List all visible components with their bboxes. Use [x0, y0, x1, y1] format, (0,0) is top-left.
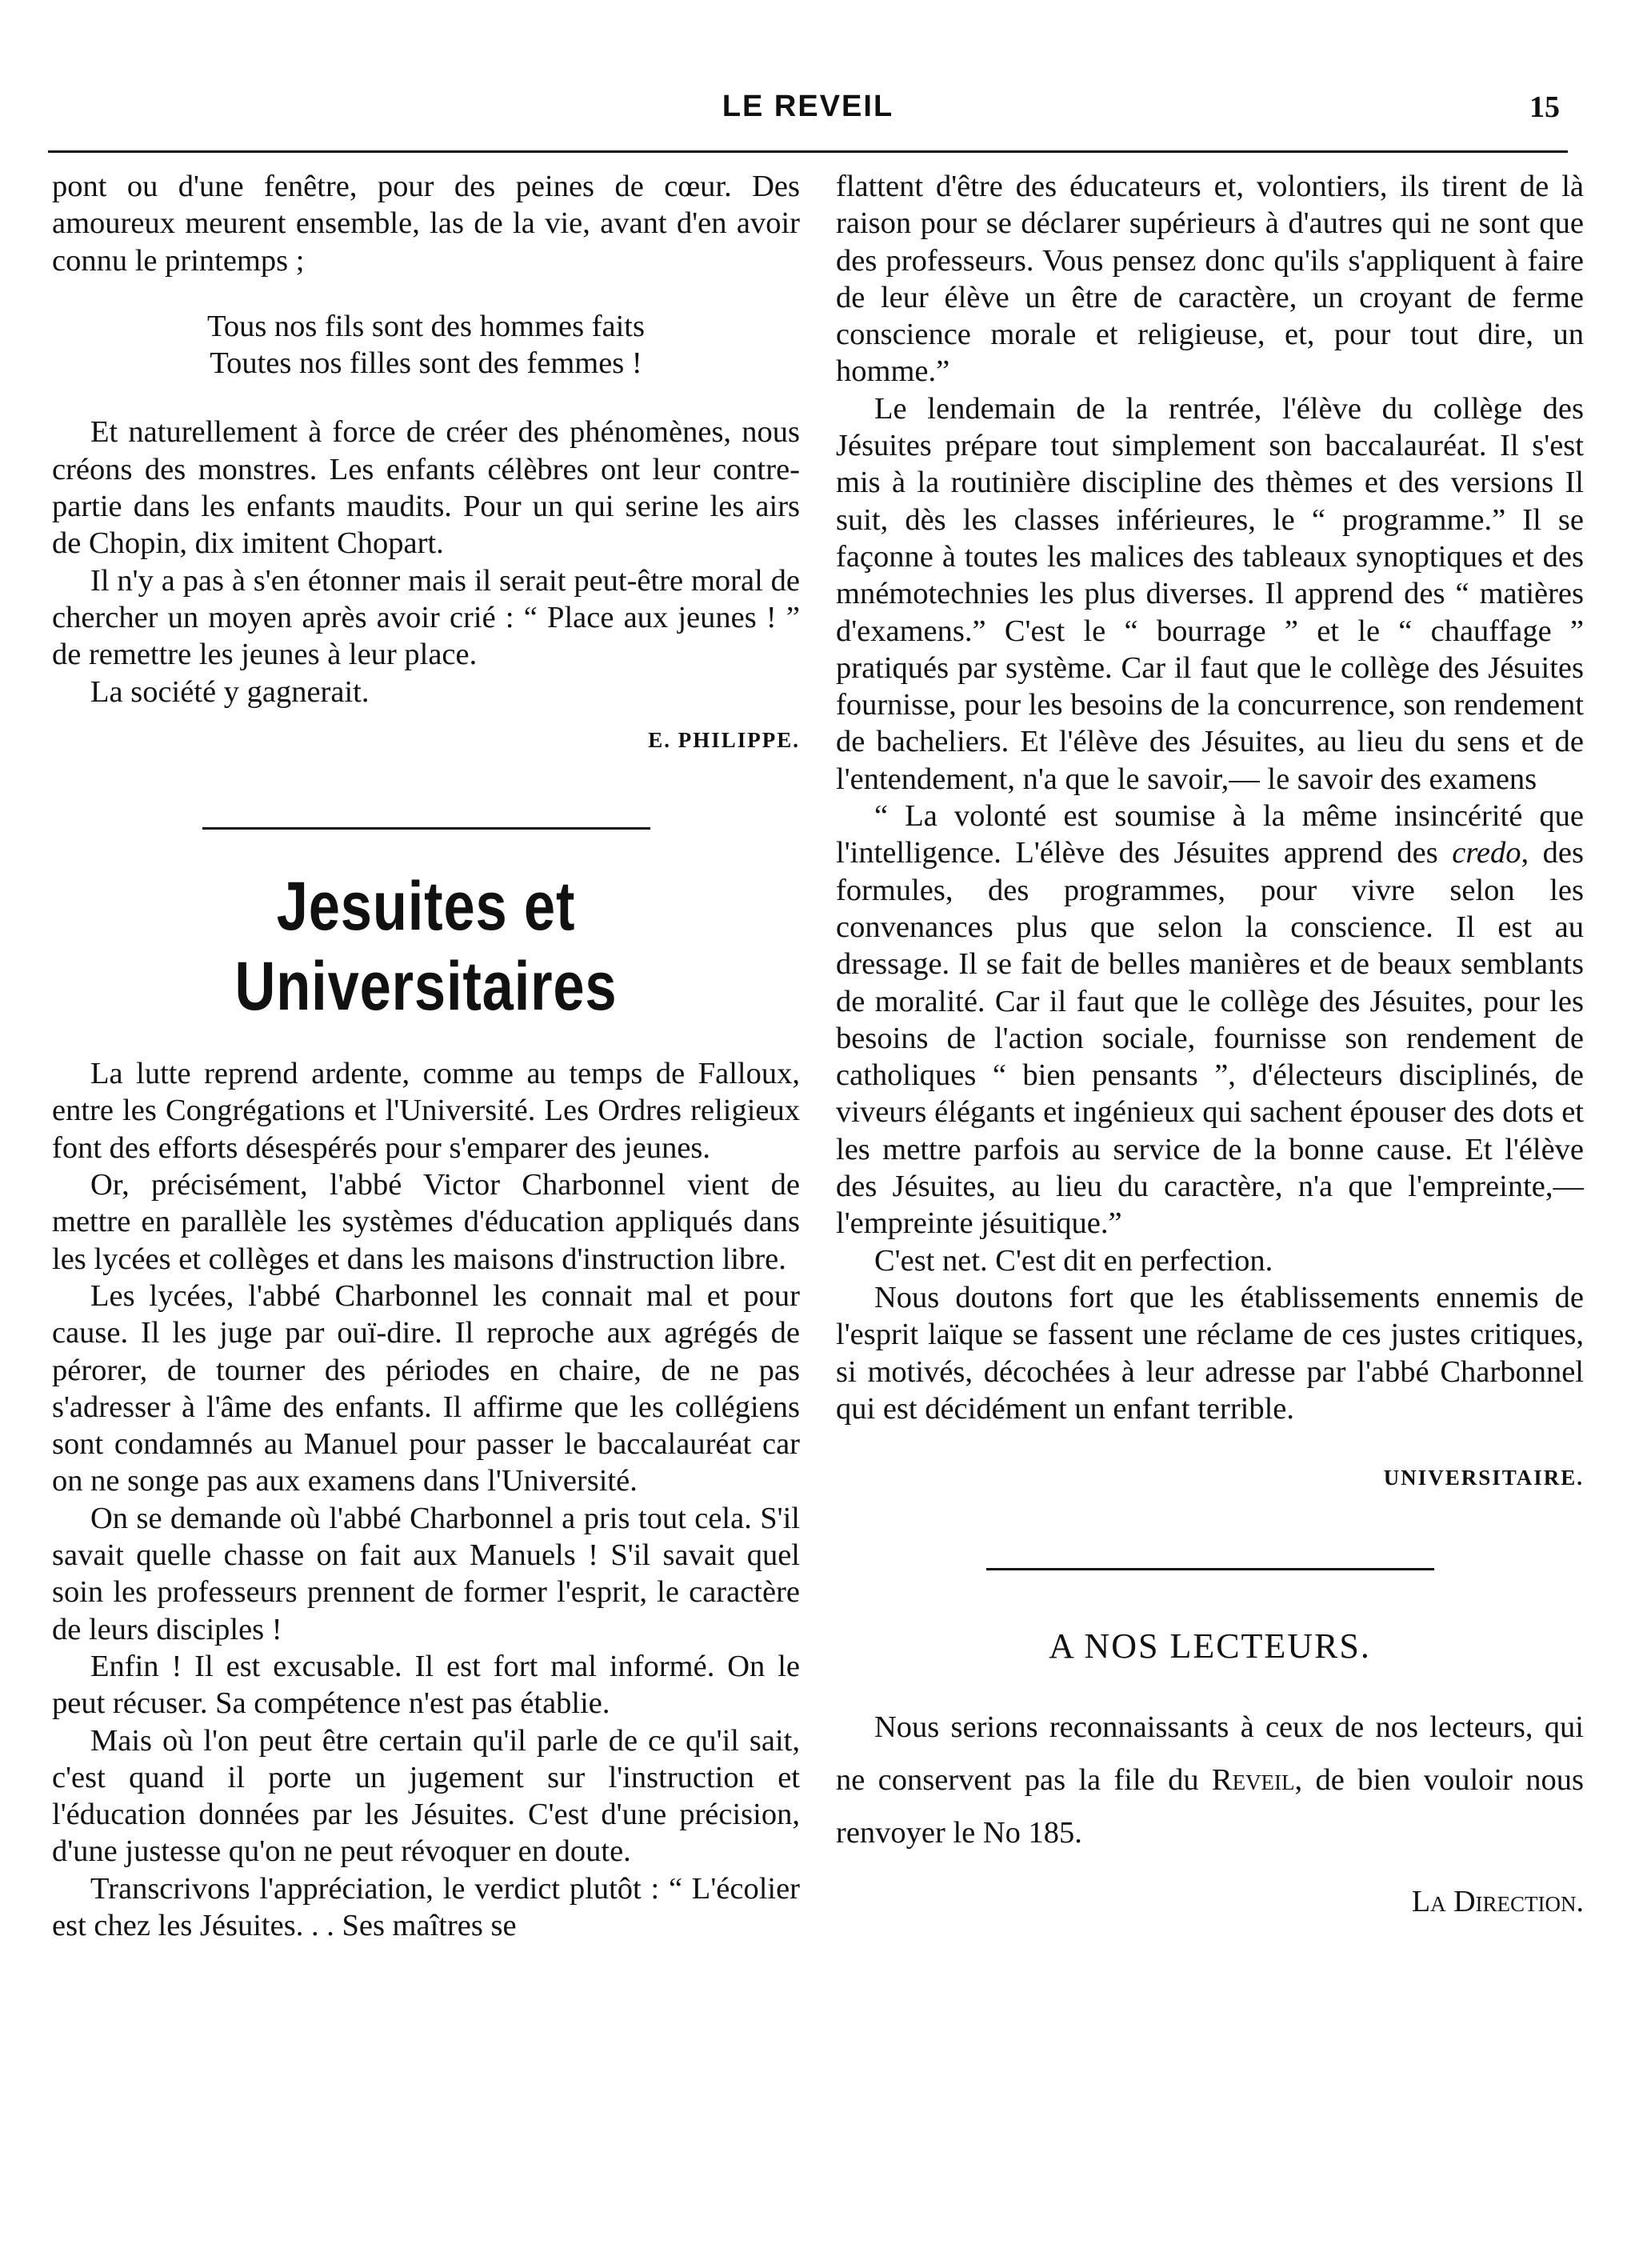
article-paragraph-1: La lutte reprend ardente, comme au temps de Falloux, entre les Congrégations et l'Université. Les Ordres religieux font des efforts désespérés pour s'emparer des jeunes.	[52, 1057, 800, 1165]
article-paragraph-10	[836, 798, 1584, 1242]
page-number: 15	[1529, 90, 1560, 124]
credo-emphasis: credo	[1452, 836, 1521, 870]
lecteurs-notice	[836, 1701, 1584, 1859]
article-paragraph-5: Enfin ! Il est excusable. Il est fort mal informé. On le peut récuser. Sa compétence n'est pas établie.	[52, 1649, 800, 1721]
article-paragraph-8: flattent d'être des éducateurs et, volontiers, ils tirent de là raison pour se déclarer supérieurs à d'autres qui ne sont que des professeurs. Vous pensez donc qu'ils s'appliquent à faire de leur élève un être de caractère, un croyant de ferme conscience morale et religieuse, et, pour tout dire, un homme.”	[836, 170, 1584, 389]
article-paragraph-2: Or, précisément, l'abbé Victor Charbonnel vient de mettre en parallèle les systèmes d'éducation appliqués dans les lycées et collèges et dans les maisons d'instruction libre.	[52, 1168, 800, 1276]
intro-paragraph-3: Il n'y a pas à s'en étonner mais il serait peut-être moral de chercher un moyen après avoir crié : “ Place aux jeunes ! ” de remettre les jeunes à leur place.	[52, 563, 800, 672]
left-column	[52, 168, 800, 1944]
article-paragraph-3: Les lycées, l'abbé Charbonnel les connait mal et pour cause. Il les juge par ouï-dire. Il reproche aux agrégés de pérorer, de tourner des périodes en chaire, de ne pas s'adresser à l'âme des enfants. Il affirme que les collégiens sont condamnés au Manuel pour passer le baccalauréat car on ne songe pas aux examens dans l'Université.	[52, 1278, 800, 1498]
lecteurs-text-end: , de bien vouloir nous renvoyer le No 185.	[836, 1762, 1584, 1850]
header-rule	[48, 150, 1568, 153]
lecteurs-heading: A NOS LECTEURS.	[1049, 1626, 1371, 1666]
signature-universitaire: UNIVERSITAIRE.	[1383, 1466, 1584, 1490]
page-header	[56, 90, 1560, 138]
intro-paragraph-4: La société y gagnerait.	[90, 674, 370, 709]
article-paragraph-7: Transcrivons l'appréciation, le verdict plutôt : “ L'écolier est chez les Jésuites. . . Ses maîtres se	[52, 1871, 800, 1942]
lecteurs-text-start: Nous serions reconnaissants à ceux de nos lecteurs, qui ne conservent pas la file du	[836, 1710, 1584, 1797]
paragraph-10-end: , des formules, des programmes, pour vivre selon les convenances plus que selon la conscience. Il est au dressage. Il se fait de belles manières et de beaux semblants de moralité. Car il faut que le collège des Jésuites, pour les besoins de l'action sociale, fournisse son rendement de catholiques “ bien pensants ”, d'électeurs disciplinés, de viveurs élégants et ingénieux qui sachent épouser des dots et les mettre parfois au service de la bonne cause. Et l'élève des Jésuites, au lieu du caractère, n'a que l'empreinte,— l'empreinte jésuitique.”	[836, 836, 1584, 1241]
reveil-name: Reveil	[1211, 1762, 1295, 1797]
article-paragraph-6: Mais où l'on peut être certain qu'il parle de ce qu'il sait, c'est quand il porte un jugement sur l'instruction et l'éducation données par les Jésuites. C'est d'une précision, d'une justesse qu'on ne peut révoquer en doute.	[52, 1723, 800, 1869]
article-paragraph-9: Le lendemain de la rentrée, l'élève du collège des Jésuites prépare tout simplement son baccalauréat. Il s'est mis à la routinière discipline des thèmes et des versions Il suit, dès les classes inférieures, le “ programme.” Il se façonne à toutes les malices des tableaux synoptiques et des mnémotechnies les plus diverses. Il apprend des “ matières d'examens.” C'est le “ bourrage ” et le “ chauffage ” pratiqués par système. Car il faut que le collège des Jésuites fournisse, pour les besoins de la concurrence, son rendement de bacheliers. Et l'élève des Jésuites, au lieu du sens et de l'entendement, n'a que le savoir,— le savoir des examens	[836, 391, 1584, 796]
section-divider-2	[986, 1568, 1434, 1570]
right-column	[836, 168, 1584, 1920]
article-paragraph-4: On se demande où l'abbé Charbonnel a pris tout cela. S'il savait quelle chasse on fait aux Manuels ! S'il savait quel soin les professeurs prennent de former l'esprit, le caractère de leurs disciples !	[52, 1501, 800, 1646]
newspaper-title: LE REVEIL	[722, 90, 894, 123]
article-paragraph-12: Nous doutons fort que les établissements ennemis de l'esprit laïque se fassent une réclame de ces justes critiques, si motivés, décochées à leur adresse par l'abbé Charbonnel qui est décidément un enfant terrible.	[836, 1280, 1584, 1426]
direction-signature: La Direction.	[1411, 1884, 1584, 1918]
section-divider	[202, 827, 650, 830]
signature-philippe: E. PHILIPPE.	[648, 727, 800, 752]
verse-block	[52, 308, 800, 382]
verse-line-1: Tous nos fils sont des hommes faits	[207, 309, 645, 343]
intro-paragraph-1: pont ou d'une fenêtre, pour des peines de cœur. Des amoureux meurent ensemble, las de la vie, avant d'en avoir connu le printemps ;	[52, 170, 800, 278]
paragraph-10-start: “ La volonté est soumise à la même insincérité que l'intelligence. L'élève des Jésuites apprend des	[836, 799, 1584, 870]
article-paragraph-11: C'est net. C'est dit en perfection.	[874, 1243, 1273, 1278]
intro-paragraph-2: Et naturellement à force de créer des phénomènes, nous créons des monstres. Les enfants célèbres ont leur contre-partie dans les enfants maudits. Pour un qui serine les airs de Chopin, dix imitent Chopart.	[52, 415, 800, 561]
article-title: Jesuites et Universitaires	[234, 868, 618, 1026]
verse-line-2: Toutes nos filles sont des femmes !	[210, 346, 642, 381]
